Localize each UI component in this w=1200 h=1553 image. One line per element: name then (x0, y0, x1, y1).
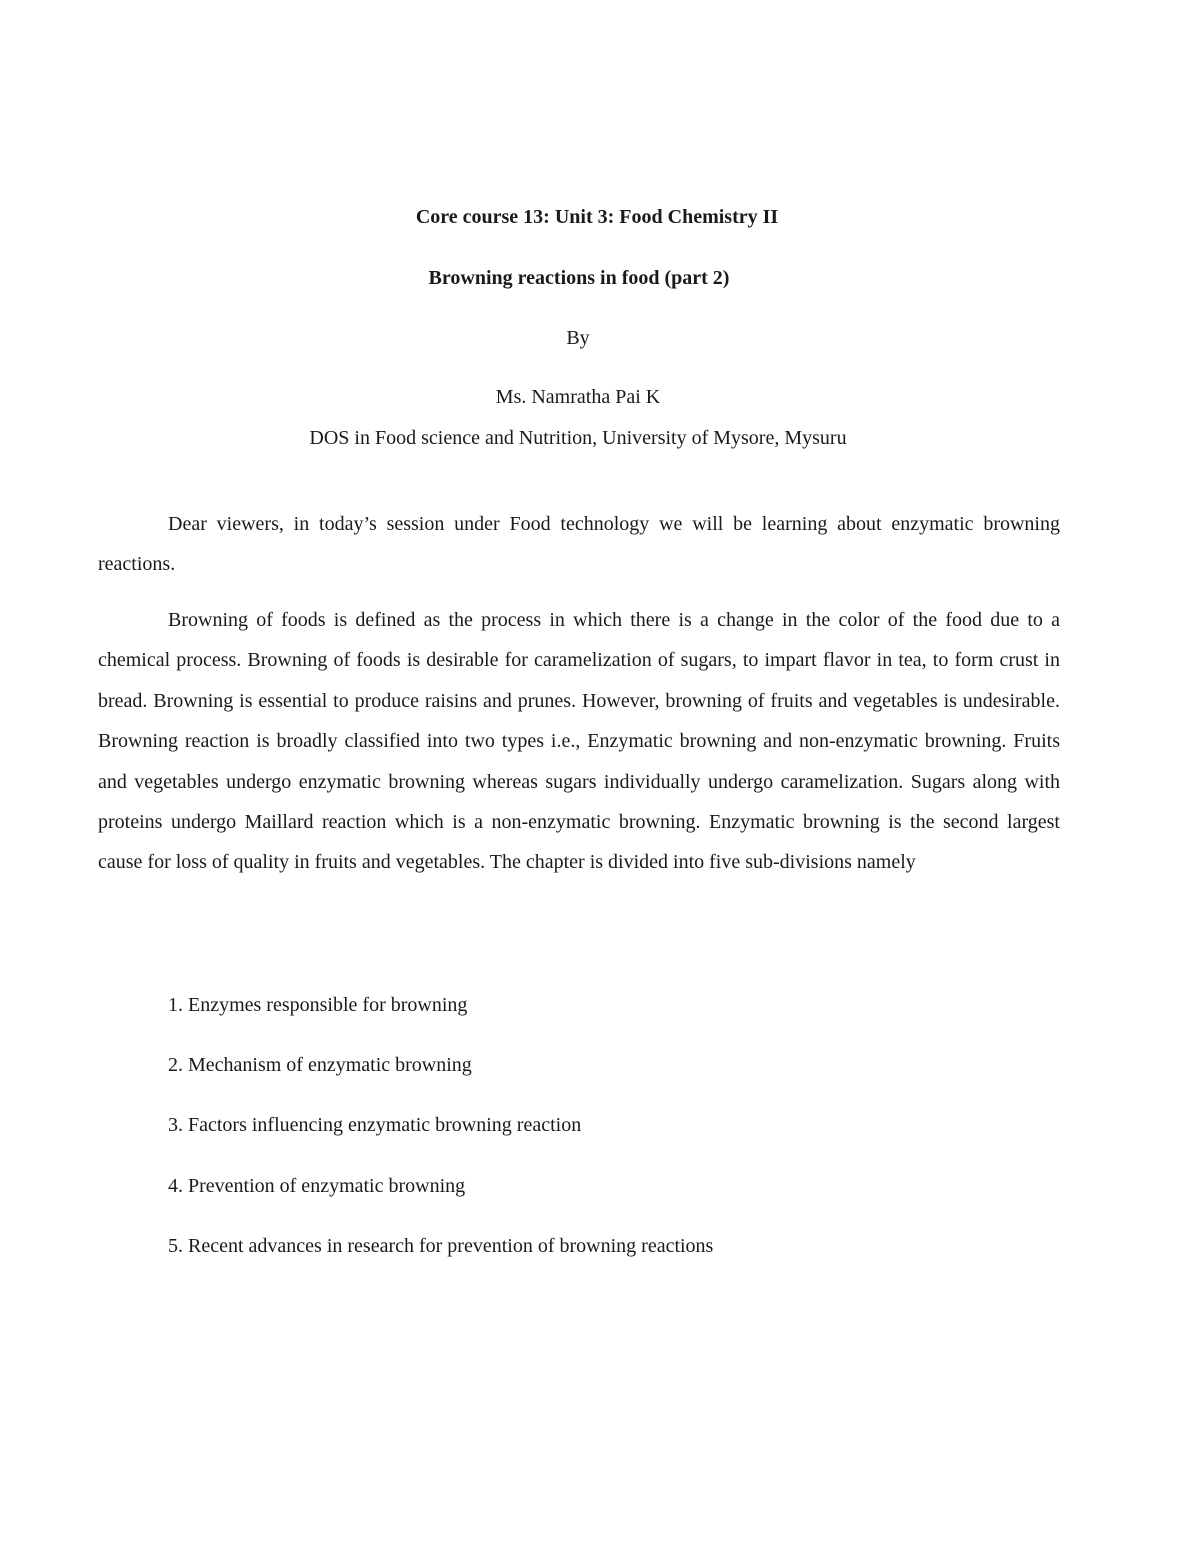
author-affiliation: DOS in Food science and Nutrition, University of Mysore, Mysuru (309, 427, 847, 449)
by-label: By (566, 327, 590, 349)
definition-paragraph: Browning of foods is defined as the process in which there is a change in the color of the food due to a chemical process. Browning of foods is desirable for caramelization of sugars, to impart flavor in tea, to form crust in bread. Browning is essential to produce raisins and prunes. However, browning of fruits and vegetables is undesirable. Browning reaction is broadly classified into two types i.e., Enzymatic browning and non-enzymatic browning. Fruits and vegetables undergo enzymatic browning whereas sugars individually undergo caramelization. Sugars along with proteins undergo Maillard reaction which is a non-enzymatic browning. Enzymatic browning is the second largest cause for loss of quality in fruits and vegetables. The chapter is divided into five sub-divisions namely (98, 609, 1060, 874)
author-name: Ms. Namratha Pai K (495, 386, 661, 408)
subdivision-item: 5. Recent advances in research for prevention of browning reactions (168, 1235, 714, 1257)
subdivision-item: 4. Prevention of enzymatic browning (168, 1175, 466, 1197)
subdivision-item: 3. Factors influencing enzymatic browning reaction (168, 1114, 582, 1136)
intro-paragraph: Dear viewers, in today’s session under Food technology we will be learning about enzymatic browning reactions. (98, 513, 1060, 576)
course-title: Core course 13: Unit 3: Food Chemistry II (415, 206, 779, 228)
subdivision-item: 1. Enzymes responsible for browning (168, 994, 468, 1016)
subdivision-item: 2. Mechanism of enzymatic browning (168, 1054, 472, 1076)
lecture-title: Browning reactions in food (part 2) (428, 267, 730, 289)
